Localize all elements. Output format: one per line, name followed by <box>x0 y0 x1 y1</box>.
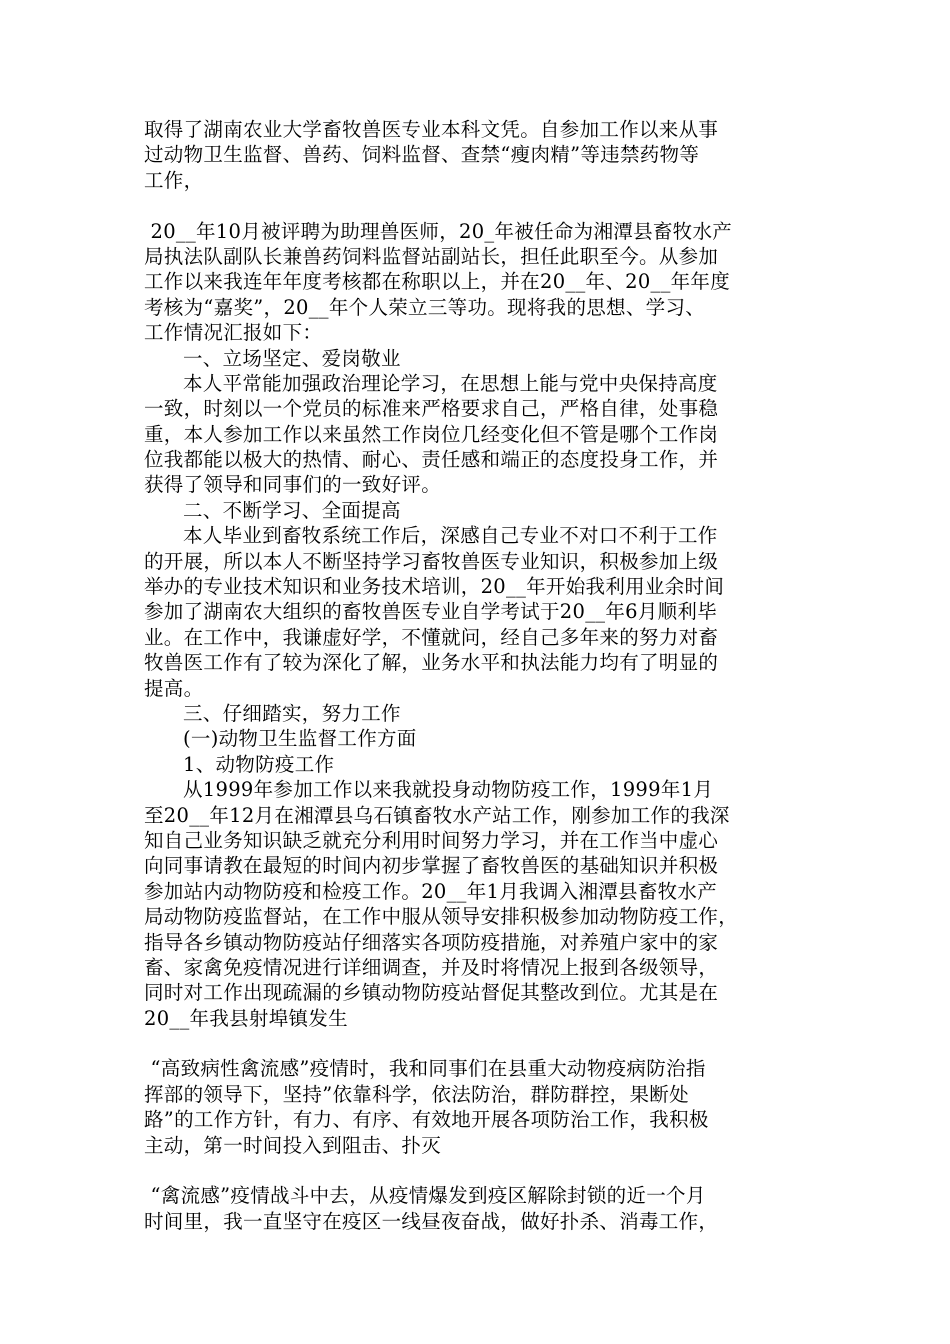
document-line: (一)动物卫生监督工作方面 <box>144 727 417 751</box>
document-line: 重，本人参加工作以来虽然工作岗位几经变化但不管是哪个工作岗 <box>144 422 719 446</box>
document-line: 1、动物防疫工作 <box>144 752 335 776</box>
document-line: 局动物防疫监督站，在工作中服从领导安排积极参加动物防疫工作， <box>144 905 739 929</box>
document-line: 的开展，所以本人不断坚持学习畜牧兽医专业知识，积极参加上级 <box>144 549 719 573</box>
document-line <box>144 193 824 218</box>
document-line: 从1999年参加工作以来我就投身动物防疫工作，1999年1月 <box>144 778 714 802</box>
document-line: 工作情况汇报如下： <box>144 321 323 345</box>
document-line: 牧兽医工作有了较为深化了解，业务水平和执法能力均有了明显的 <box>144 651 719 675</box>
document-line: 三、仔细踏实，努力工作 <box>144 701 401 725</box>
document-line: 工作以来我连年年度考核都在称职以上，并在20__年、20__年年度 <box>144 270 731 294</box>
document-line: 畜、家禽免疫情况进行详细调查，并及时将情况上报到各级领导， <box>144 955 719 979</box>
document-line: 路”的工作方针，有力、有序、有效地开展各项防治工作，我积极 <box>144 1108 709 1132</box>
document-line: “高致病性禽流感”疫情时，我和同事们在县重大动物疫病防治指 <box>144 1057 706 1081</box>
document-line: 取得了湖南农业大学畜牧兽医专业本科文凭。自参加工作以来从事 <box>144 118 719 141</box>
document-line: 本人平常能加强政治理论学习，在思想上能与党中央保持高度 <box>144 371 718 395</box>
document-line: 位我都能以极大的热情、耐心、责任感和端正的态度投身工作，并 <box>144 448 719 472</box>
document-line: 本人毕业到畜牧系统工作后，深感自己专业不对口不利于工作 <box>144 524 718 548</box>
document-line: 举办的专业技术知识和业务技术培训，20__年开始我利用业余时间 <box>144 575 725 599</box>
document-body <box>144 117 824 1234</box>
document-line: 指导各乡镇动物防疫站仔细落实各项防疫措施，对养殖户家中的家 <box>144 930 719 954</box>
document-line: 提高。 <box>144 676 204 700</box>
document-line <box>144 1031 824 1056</box>
document-line: 至20__年12月在湘潭县乌石镇畜牧水产站工作，刚参加工作的我深 <box>144 803 730 827</box>
document-line: 局执法队副队长兼兽药饲料监督站副站长，担任此职至今。从参加 <box>144 244 719 268</box>
document-line <box>144 1158 824 1183</box>
document-line: 主动，第一时间投入到阻击、扑灭 <box>144 1133 442 1157</box>
document-line: 20__年我县射埠镇发生 <box>144 1006 348 1030</box>
document-line: 向同事请教在最短的时间内初步掌握了畜牧兽医的基础知识并积极 <box>144 854 719 878</box>
document-line: 过动物卫生监督、兽药、饲料监督、查禁“瘦肉精”等违禁药物等 <box>144 143 700 167</box>
document-line: 二、不断学习、全面提高 <box>144 498 401 522</box>
document-line: 知自己业务知识缺乏就充分利用时间努力学习，并在工作当中虚心 <box>144 828 719 852</box>
document-line: 参加站内动物防疫和检疫工作。20__年1月我调入湘潭县畜牧水产 <box>144 879 718 903</box>
document-line: 工作， <box>144 168 204 192</box>
document-line: 时间里，我一直坚守在疫区一线昼夜奋战，做好扑杀、消毒工作， <box>144 1209 719 1233</box>
document-line: 考核为“嘉奖”，20__年个人荣立三等功。现将我的思想、学习、 <box>144 295 706 319</box>
document-line: 业。在工作中，我谦虚好学，不懂就问，经自己多年来的努力对畜 <box>144 625 719 649</box>
document-line: 20__年10月被评聘为助理兽医师，20_年被任命为湘潭县畜牧水产 <box>144 219 733 243</box>
document-line: 一、立场坚定、爱岗敬业 <box>144 346 401 370</box>
document-line: 获得了领导和同事们的一致好评。 <box>144 473 442 497</box>
document-line: 一致，时刻以一个党员的标准来严格要求自己，严格自律，处事稳 <box>144 397 719 421</box>
document-line: 挥部的领导下，坚持”依靠科学，依法防治，群防群控，果断处 <box>144 1082 689 1106</box>
document-line: 参加了湖南农大组织的畜牧兽医专业自学考试于20__年6月顺利毕 <box>144 600 718 624</box>
document-line: “禽流感”疫情战斗中去，从疫情爆发到疫区解除封锁的近一个月 <box>144 1184 706 1208</box>
document-line: 同时对工作出现疏漏的乡镇动物防疫站督促其整改到位。尤其是在 <box>144 981 719 1005</box>
